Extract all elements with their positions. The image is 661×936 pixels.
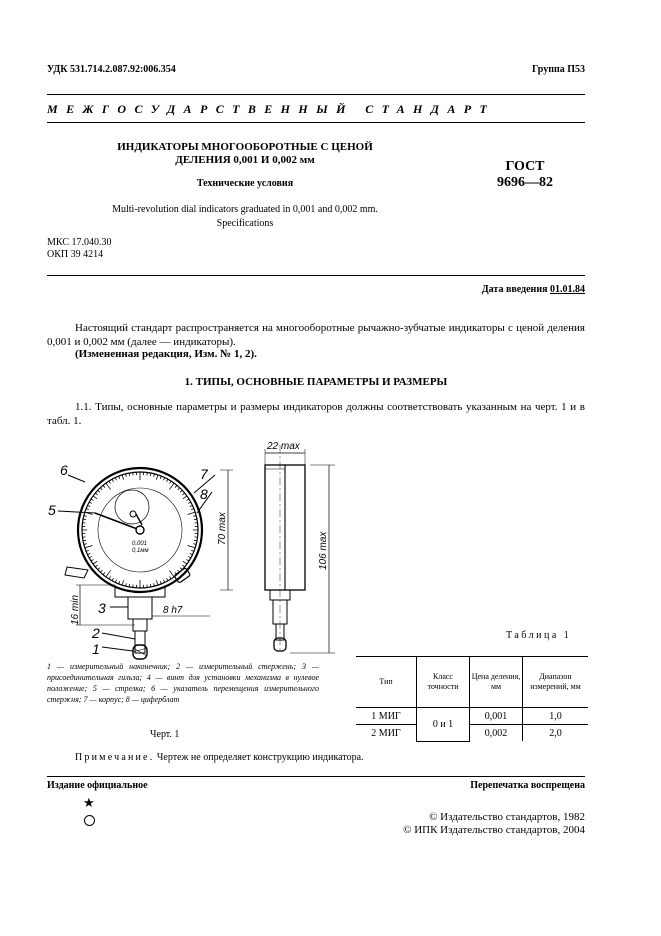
dial-tick: [83, 540, 86, 541]
dial-tick: [129, 584, 130, 587]
paragraph-1-1: 1.1. Типы, основные параметры и размеры индикаторов должны соответствовать указанным на черт. 1 и в табл. 1.: [47, 401, 585, 427]
dial-tick: [88, 505, 91, 506]
edition-label: Издание официальное: [47, 780, 148, 791]
dial-tick: [160, 476, 161, 479]
intro-date-label: Дата введения: [481, 284, 548, 295]
copyright-1982: © Издательство стандартов, 1982: [429, 811, 585, 823]
cell-division: 0,001: [470, 708, 523, 725]
udk-code: УДК 531.714.2.087.92:006.354: [47, 64, 176, 75]
dial-tick: [103, 572, 105, 574]
dial-tick: [180, 568, 182, 570]
label-2: 2: [92, 625, 100, 641]
cell-range: 1,0: [523, 708, 589, 725]
dial-tick: [188, 556, 191, 557]
dial-tick: [122, 475, 124, 480]
dial-tick: [95, 493, 97, 495]
okp-code: ОКП 39 4214: [47, 249, 104, 260]
dial-tick: [112, 479, 113, 482]
pointer-hub: [136, 526, 144, 534]
dial-tick: [112, 578, 113, 581]
group-code: Группа П53: [532, 64, 585, 75]
classification-codes: [47, 237, 111, 261]
dial-tick: [169, 483, 174, 489]
copyright-2004: © ИПК Издательство стандартов, 2004: [403, 824, 585, 836]
note-text: Чертеж не определяет конструкцию индикатора.: [156, 752, 364, 763]
cell-division: 0,002: [470, 725, 523, 742]
dial-tick: [188, 502, 191, 503]
figure-legend: 1 — измерительный наконечник; 2 — измерительный стержень; 3 — присоединительная гильза; 4 — винт для установки механизма в нулевое положение; 5 — стрелка; 6 — указатель перемещения измерительного стержня; 7 — корпус; 8 — циферблат: [47, 662, 319, 704]
label-5: 5: [48, 502, 56, 518]
english-title-line-1: Multi-revolution dial indicators graduated in 0,001 and 0,002 mm.: [112, 204, 378, 215]
dial-tick: [91, 559, 94, 561]
title-line-1: ИНДИКАТОРЫ МНОГООБОРОТНЫЕ С ЦЕНОЙ: [117, 141, 373, 153]
dial-tick: [100, 570, 102, 572]
figure-caption: Черт. 1: [150, 729, 180, 740]
dial-tick: [100, 488, 102, 490]
dial-tick: [190, 553, 193, 554]
dial-tick: [93, 496, 97, 499]
dial-tick: [191, 550, 194, 551]
star-icon: ★: [83, 795, 95, 810]
dial-tick: [119, 476, 120, 479]
dial-tick: [106, 570, 111, 576]
dial-tick: [98, 568, 100, 570]
cell-type: 1 МИГ: [356, 708, 417, 725]
gost-id: 9696—82: [497, 175, 553, 190]
dial-tick: [89, 502, 92, 503]
english-title-line-2: Specifications: [216, 218, 274, 229]
dial-tick: [183, 561, 187, 564]
section-1-title: 1. ТИПЫ, ОСНОВНЫЕ ПАРАМЕТРЫ И РАЗМЕРЫ: [184, 376, 448, 388]
lug: [65, 567, 88, 578]
dial-tick: [163, 580, 164, 583]
interstate-standard-banner: МЕЖГОСУДАРСТВЕННЫЙ СТАНДАРТ: [47, 102, 496, 116]
dim-106max: 106 max: [318, 531, 329, 570]
dial-tick: [129, 473, 130, 476]
dial-tick: [191, 509, 194, 510]
codes-rule: [47, 275, 585, 276]
table-label: Таблица 1: [506, 630, 572, 641]
banner-rule: [47, 122, 585, 123]
dial-tick: [150, 473, 151, 476]
cell-class: 0 и 1: [417, 708, 470, 742]
footer-rule: [47, 776, 585, 777]
dial-tick: [109, 576, 111, 579]
dial-tick: [166, 479, 167, 482]
dial-tick: [182, 565, 184, 567]
dial-tick: [175, 485, 177, 487]
dial-tick: [169, 481, 171, 484]
dial-tick: [93, 561, 97, 564]
reprint-label: Перепечатка воспрещена: [470, 780, 585, 791]
document-subtitle: Технические условия: [196, 178, 294, 189]
header-division: Цена деления, мм: [470, 657, 523, 708]
circle-icon: [84, 815, 95, 826]
dial-tick: [194, 540, 197, 541]
gost-label: ГОСТ: [505, 159, 545, 174]
note-label: Примечание.: [75, 752, 155, 763]
cell-range: 2,0: [523, 725, 589, 742]
dial-tick: [190, 505, 193, 506]
dial-tick: [163, 478, 164, 481]
label-1: 1: [92, 641, 100, 657]
document-title: [60, 141, 430, 167]
dial-tick: [186, 499, 189, 501]
dial-tick: [188, 545, 196, 547]
dial-tick: [95, 565, 97, 567]
intro-date: [482, 284, 585, 295]
dial-tick: [156, 580, 158, 585]
dial-tick: [182, 493, 184, 495]
dial-tick: [160, 581, 161, 584]
dial-tick: [194, 519, 197, 520]
dial-tick: [119, 581, 120, 584]
dial-tick: [150, 584, 151, 587]
header-range: Диапазон измерений, мм: [523, 657, 589, 708]
note: [75, 752, 364, 763]
title-line-2: ДЕЛЕНИЯ 0,001 И 0,002 мм: [175, 154, 315, 166]
dim-70max: 70 max: [217, 512, 228, 545]
gost-number: [497, 159, 553, 191]
copyright: [403, 811, 585, 837]
dial-tick: [86, 550, 89, 551]
dial-tick: [178, 488, 180, 490]
spec-table: [356, 656, 588, 742]
dial-tick: [106, 483, 111, 489]
table-row: [356, 725, 588, 742]
dial-tick: [169, 576, 171, 579]
dial-unit: 0,1мм: [132, 548, 149, 554]
cell-type: 2 МИГ: [356, 725, 417, 742]
english-title: [60, 203, 430, 231]
dial-tick: [115, 478, 116, 481]
label-7: 7: [200, 466, 208, 482]
dial-tick: [98, 490, 100, 492]
dial-tick: [166, 578, 167, 581]
label-6: 6: [60, 462, 68, 478]
table-row: [356, 708, 588, 725]
dim-16min: 16 min: [70, 594, 81, 625]
header-type: Тип: [356, 657, 417, 708]
dial-tick: [89, 556, 92, 557]
mks-code: МКС 17.040.30: [47, 237, 112, 248]
dial-tick: [83, 519, 86, 520]
dial-tick: [180, 490, 182, 492]
dial-tick: [88, 553, 91, 554]
dial-tick: [122, 580, 124, 585]
header-class: Класс точности: [417, 657, 470, 708]
dial-tick: [103, 485, 105, 487]
dim-8h7: 8 h7: [163, 605, 183, 616]
amendment-note: (Измененная редакция, Изм. № 1, 2).: [75, 348, 257, 360]
intro-paragraph: Настоящий стандарт распространяется на многооборотные рычажно-зубчатые индикаторы с ценой деления 0,001 и 0,002 мм (далее — индикаторы).: [47, 322, 585, 348]
dim-22max: 22 max: [267, 441, 300, 452]
sleeve: [128, 597, 152, 619]
label-8: 8: [200, 486, 208, 502]
revolution-counter: [115, 490, 149, 524]
indicator-drawing: [40, 435, 350, 660]
dial-tick: [115, 580, 116, 583]
intro-date-value: 01.01.84: [550, 284, 585, 295]
label-3: 3: [98, 600, 106, 616]
dial-tick: [169, 570, 174, 576]
dial-tick: [156, 475, 158, 480]
dial-tick: [109, 481, 111, 484]
dial-value: 0,001: [132, 541, 148, 547]
dial-tick: [186, 559, 189, 561]
dial-tick: [85, 545, 93, 547]
dial-tick: [86, 509, 89, 510]
top-rule: [47, 94, 585, 95]
dial-tick: [183, 496, 187, 499]
dial-tick: [91, 499, 94, 501]
dial-tick: [188, 512, 196, 514]
table-header-row: [356, 657, 588, 708]
